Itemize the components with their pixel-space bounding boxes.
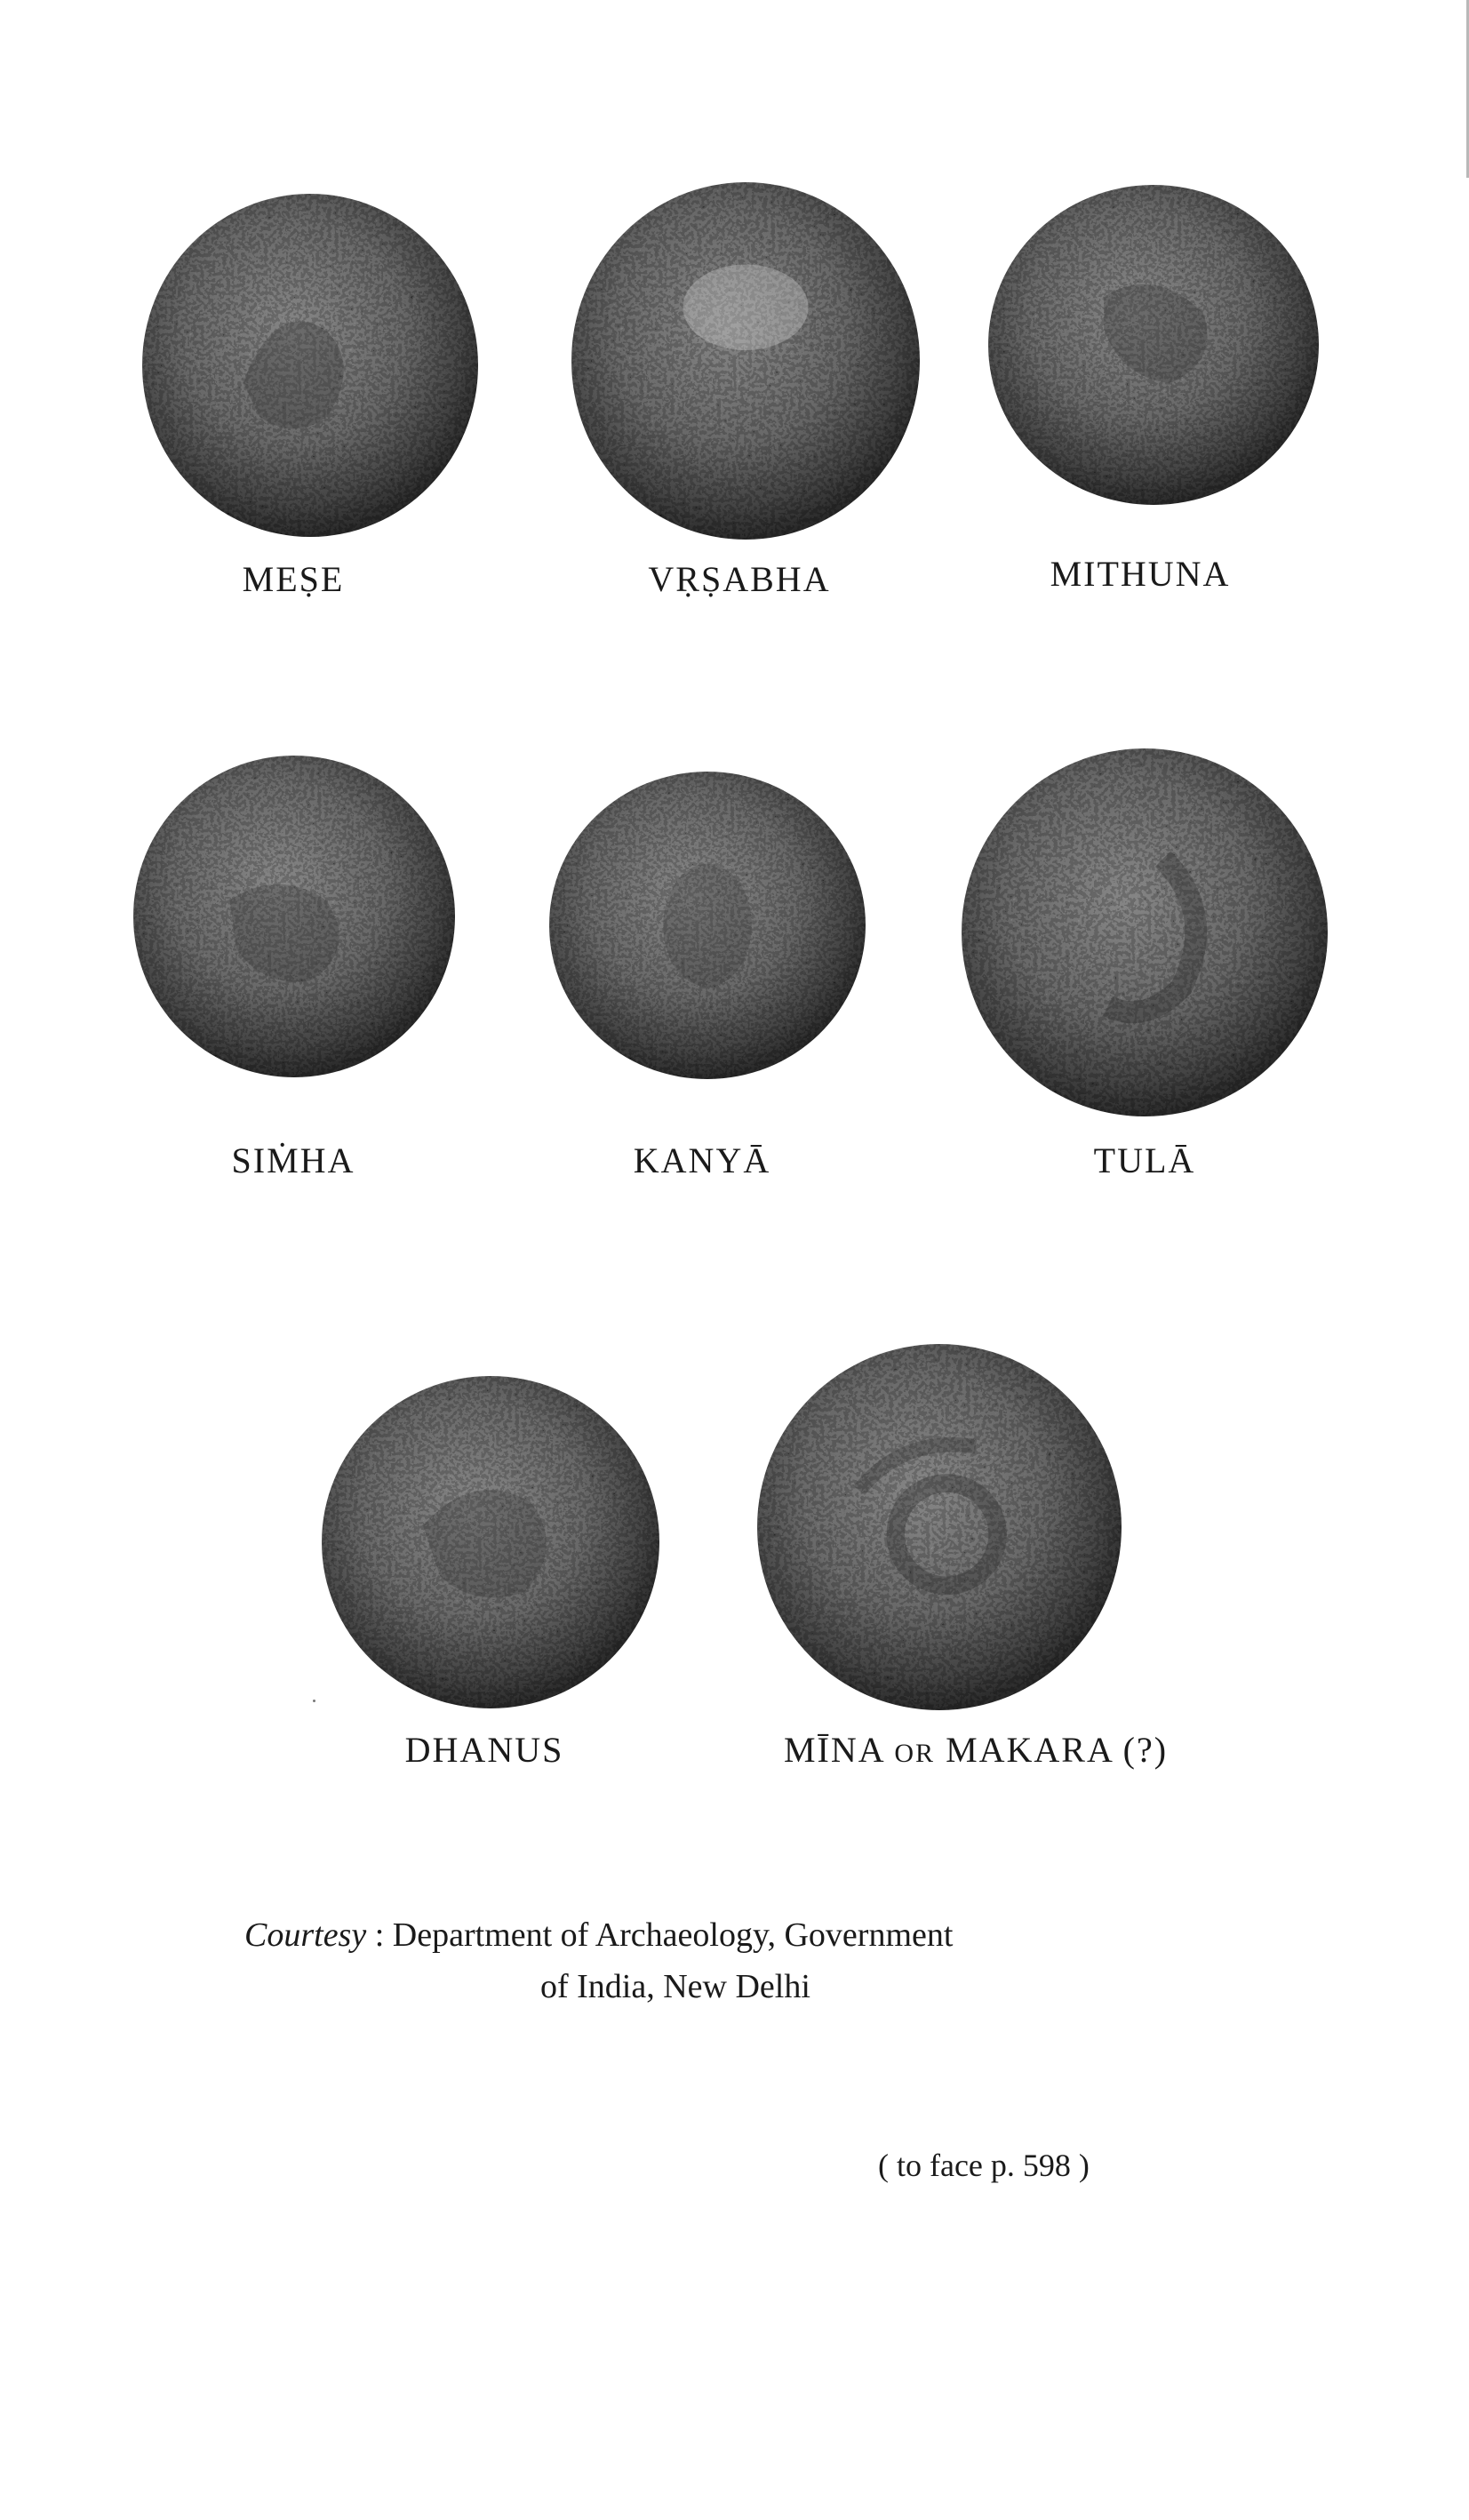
coin-label-mese: MEṢE <box>242 559 345 599</box>
courtesy-prefix: Courtesy <box>244 1916 367 1954</box>
stray-speck <box>313 1700 315 1702</box>
coin-image-kanya <box>549 772 866 1079</box>
coin-label-kanya: KANYĀ <box>633 1140 771 1180</box>
coin-label-dhanus: DHANUS <box>404 1730 564 1770</box>
label-makara: MAKARA (?) <box>946 1730 1169 1770</box>
label-mina: MĪNA <box>783 1730 884 1770</box>
courtesy-line1: Department of Archaeology, Government <box>392 1916 954 1954</box>
coin-image-dhanus <box>322 1376 659 1708</box>
coin-label-mithuna: MITHUNA <box>1050 554 1231 594</box>
courtesy-line2: of India, New Delhi <box>540 1968 810 2005</box>
label-or: OR <box>894 1739 936 1768</box>
coin-image-mina-or-makara <box>757 1344 1122 1710</box>
courtesy-credit <box>244 1909 953 2012</box>
coin-label-tula: TULĀ <box>1093 1140 1196 1180</box>
courtesy-separator: : <box>366 1916 393 1954</box>
page-reference-note: ( to face p. 598 ) <box>878 2148 1090 2183</box>
coin-image-mese <box>142 194 478 537</box>
coin-label-vrsabha: VṚṢABHA <box>648 559 831 599</box>
coin-image-tula <box>962 748 1328 1116</box>
coin-image-simha <box>133 756 455 1077</box>
coin-image-mithuna <box>988 185 1319 505</box>
coin-label-simha: SIṀHA <box>231 1140 355 1180</box>
coin-label-mina-or-makara <box>784 1729 1168 1771</box>
coin-image-vrsabha <box>571 182 920 540</box>
